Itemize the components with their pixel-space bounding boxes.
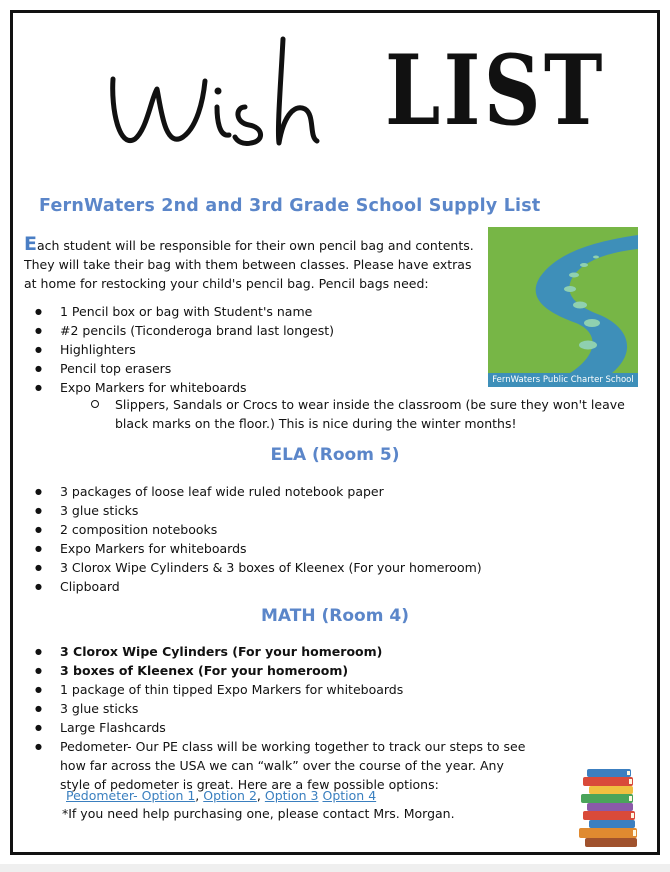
pencil-bag-list bbox=[43, 302, 334, 397]
list-heading: LIST bbox=[385, 34, 606, 147]
list-item: ● Clipboard bbox=[43, 577, 482, 596]
wish-script-lettering bbox=[105, 19, 405, 189]
list-item: ● Highlighters bbox=[43, 340, 334, 359]
pedometer-option-1-link[interactable]: Pedometer- Option 1 bbox=[66, 788, 196, 803]
ela-list bbox=[43, 482, 482, 596]
intro-text: ach student will be responsible for their own pencil bag and contents. They will take their bag with them between classes. Please have extras at home for restocking your child's pencil bag. Pencil bags need: bbox=[24, 238, 474, 291]
page-frame bbox=[10, 10, 660, 855]
list-item: ● 2 composition notebooks bbox=[43, 520, 482, 539]
pedometer-option-2-link[interactable]: Option 2 bbox=[203, 788, 257, 803]
intro-dropcap: E bbox=[24, 233, 37, 255]
page-bottom-edge bbox=[0, 864, 670, 872]
list-item: ● Expo Markers for whiteboards bbox=[43, 539, 482, 558]
list-item: ● Pencil top erasers bbox=[43, 359, 334, 378]
hollow-bullet-icon bbox=[91, 400, 99, 408]
list-item: ● 3 glue sticks bbox=[43, 699, 530, 718]
intro-paragraph bbox=[24, 235, 484, 293]
river-icon bbox=[488, 227, 638, 373]
list-item: ● 3 boxes of Kleenex (For your homeroom) bbox=[43, 661, 530, 680]
list-item: ● 3 Clorox Wipe Cylinders (For your homeroom) bbox=[43, 642, 530, 661]
pedometer-option-4-link[interactable]: Option 4 bbox=[322, 788, 377, 803]
help-note: *If you need help purchasing one, please contact Mrs. Morgan. bbox=[62, 806, 455, 821]
list-item: ● 3 glue sticks bbox=[43, 501, 482, 520]
sub-item-text: Slippers, Sandals or Crocs to wear inside the classroom (be sure they won't leave black marks on the floor.) This is nice during the winter months! bbox=[115, 397, 625, 431]
pedometer-option-3-link[interactable]: Option 3 bbox=[264, 788, 319, 803]
list-item: ● 1 package of thin tipped Expo Markers for whiteboards bbox=[43, 680, 530, 699]
logo-caption: FernWaters Public Charter School bbox=[488, 373, 638, 387]
list-item: ● 3 Clorox Wipe Cylinders & 3 boxes of Kleenex (For your homeroom) bbox=[43, 558, 482, 577]
list-item: ● 1 Pencil box or bag with Student's name bbox=[43, 302, 334, 321]
math-list bbox=[43, 642, 530, 794]
list-item: ● 3 packages of loose leaf wide ruled notebook paper bbox=[43, 482, 482, 501]
pedometer-item: ● Pedometer- Our PE class will be working together to track our steps to see how far across the USA we can “walk” over the course of the year. Any style of pedometer is great. Here are a few possible options: bbox=[43, 737, 530, 794]
ela-heading: ELA (Room 5) bbox=[270, 445, 400, 465]
list-item: ● Expo Markers for whiteboards bbox=[43, 378, 334, 397]
list-item: ● #2 pencils (Ticonderoga brand last longest) bbox=[43, 321, 334, 340]
school-logo bbox=[488, 227, 638, 387]
math-heading: MATH (Room 4) bbox=[261, 606, 409, 626]
page-subtitle: FernWaters 2nd and 3rd Grade School Supply List bbox=[39, 196, 541, 216]
list-item: ● Large Flashcards bbox=[43, 718, 530, 737]
pedometer-links: Pedometer- Option 1, Option 2, Option 3 Option 4 bbox=[66, 788, 377, 803]
list-sub-item bbox=[91, 395, 651, 433]
stack-of-books-icon bbox=[573, 765, 649, 851]
